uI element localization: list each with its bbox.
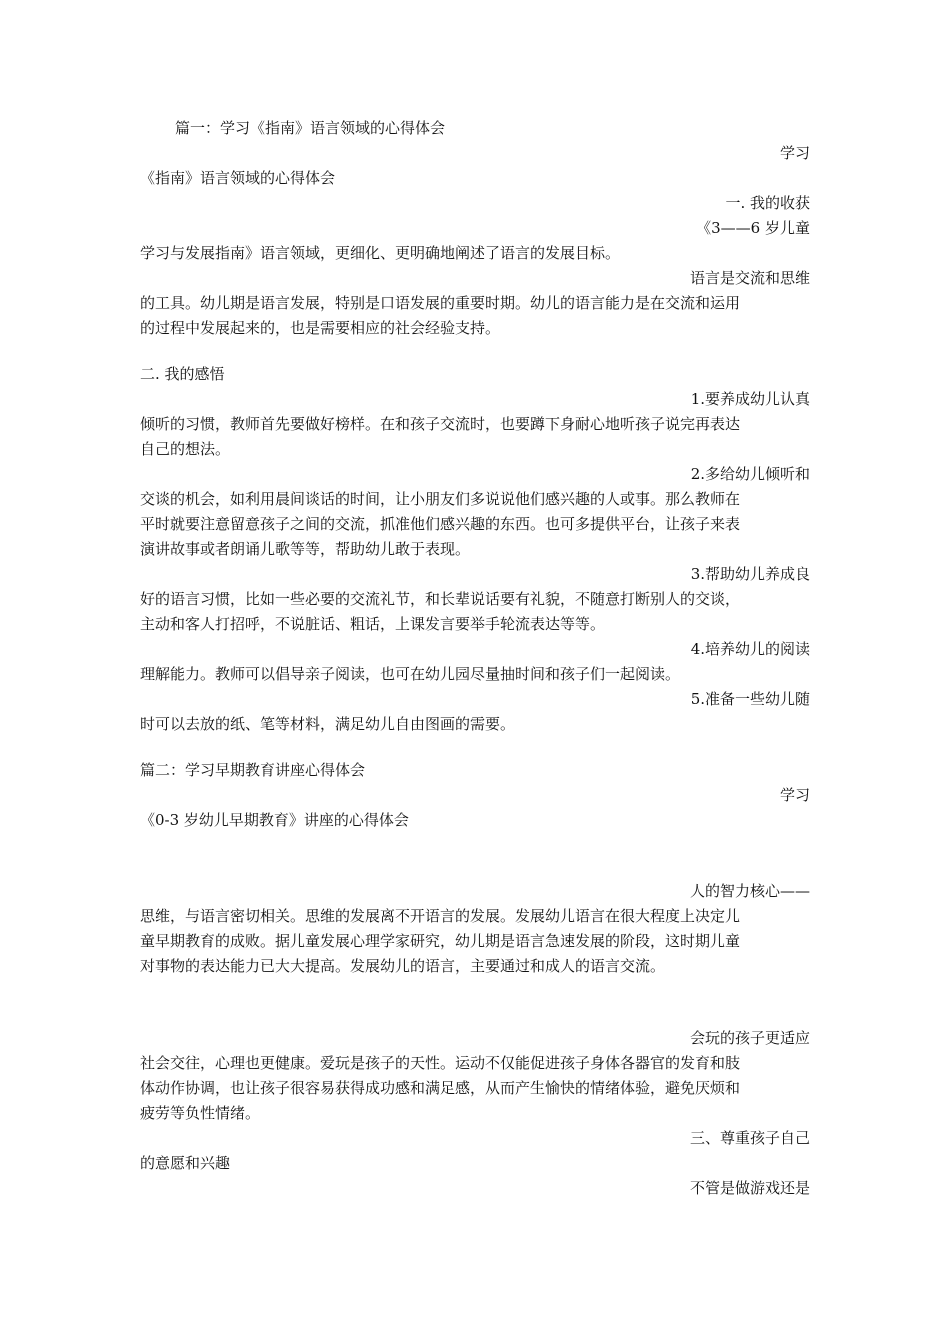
section1-para2-line: 的工具。幼儿期是语言发展，特别是口语发展的重要时期。幼儿的语言能力是在交流和运用	[140, 294, 741, 312]
item1-line: 倾听的习惯，教师首先要做好榜样。在和孩子交流时，也要蹲下身耐心地听孩子说完再表达	[140, 415, 741, 433]
article2-para2-line: 体动作协调，也让孩子很容易获得成功感和满足感，从而产生愉快的情绪体验，避免厌烦和	[140, 1079, 741, 1097]
item2-line: 演讲故事或者朗诵儿歌等等，帮助幼儿敢于表现。	[140, 540, 471, 558]
spacer	[140, 979, 810, 1026]
article2-title-line2: 《0-3 岁幼儿早期教育》讲座的心得体会	[140, 811, 409, 829]
article2-para1-line: 对事物的表达能力已大大提高。发展幼儿的语言，主要通过和成人的语言交流。	[140, 957, 666, 975]
item5-line: 时可以去放的纸、笔等材料，满足幼儿自由图画的需要。	[140, 715, 516, 733]
item1-line: 1.要养成幼儿认真	[690, 390, 810, 408]
item4-line: 理解能力。教师可以倡导亲子阅读，也可在幼儿园尽量抽时间和孩子们一起阅读。	[140, 665, 681, 683]
article2-para2-line: 社会交往，心理也更健康。爱玩是孩子的天性。运动不仅能促进孩子身体各器官的发育和肢	[140, 1054, 741, 1072]
article1-title-line2: 《指南》语言领域的心得体会	[140, 169, 336, 187]
item2-line: 平时就要注意留意孩子之间的交流，抓准他们感兴趣的东西。也可多提供平台，让孩子来表	[140, 515, 741, 533]
article1-title-line1: 学习	[779, 144, 810, 162]
item2-line: 2.多给幼儿倾听和	[690, 465, 810, 483]
document-body	[140, 116, 810, 1201]
section1-para2-line: 的过程中发展起来的，也是需要相应的社会经验支持。	[140, 319, 501, 337]
section3-title-line: 三、尊重孩子自己	[689, 1129, 810, 1147]
spacer	[140, 341, 810, 362]
section1-para1-line: 《3——6 岁儿童	[696, 219, 810, 237]
section2-title: 二. 我的感悟	[140, 365, 225, 383]
article2-para1-line: 人的智力核心——	[689, 882, 810, 900]
article2-heading: 篇二：学习早期教育讲座心得体会	[140, 761, 366, 779]
section3-title-line: 的意愿和兴趣	[140, 1154, 231, 1172]
item3-line: 好的语言习惯，比如一些必要的交流礼节，和长辈说话要有礼貌，不随意打断别人的交谈，	[140, 590, 741, 608]
item4-line: 4.培养幼儿的阅读	[690, 640, 810, 658]
article2-para1-line: 童早期教育的成败。据儿童发展心理学家研究，幼儿期是语言急速发展的阶段，这时期儿童	[140, 932, 741, 950]
item3-line: 3.帮助幼儿养成良	[690, 565, 810, 583]
article2-title-line1: 学习	[779, 786, 810, 804]
spacer	[140, 833, 810, 879]
item1-line: 自己的想法。	[140, 440, 231, 458]
item2-line: 交谈的机会，如利用晨间谈话的时间，让小朋友们多说说他们感兴趣的人或事。那么教师在	[140, 490, 741, 508]
section1-title: 一. 我的收获	[725, 194, 810, 212]
article1-heading: 篇一：学习《指南》语言领域的心得体会	[175, 119, 446, 137]
article2-para3-start: 不管是做游戏还是	[689, 1179, 810, 1197]
item3-line: 主动和客人打招呼，不说脏话、粗话，上课发言要举手轮流表达等等。	[140, 615, 606, 633]
article2-para1-line: 思维，与语言密切相关。思维的发展离不开语言的发展。发展幼儿语言在很大程度上决定儿	[140, 907, 741, 925]
section1-para2-line: 语言是交流和思维	[689, 269, 810, 287]
section1-para1-line: 学习与发展指南》语言领域，更细化、更明确地阐述了语言的发展目标。	[140, 244, 621, 262]
item5-line: 5.准备一些幼儿随	[690, 690, 810, 708]
article2-para2-line: 疲劳等负性情绪。	[140, 1104, 261, 1122]
article2-para2-line: 会玩的孩子更适应	[689, 1029, 810, 1047]
spacer	[140, 737, 810, 758]
